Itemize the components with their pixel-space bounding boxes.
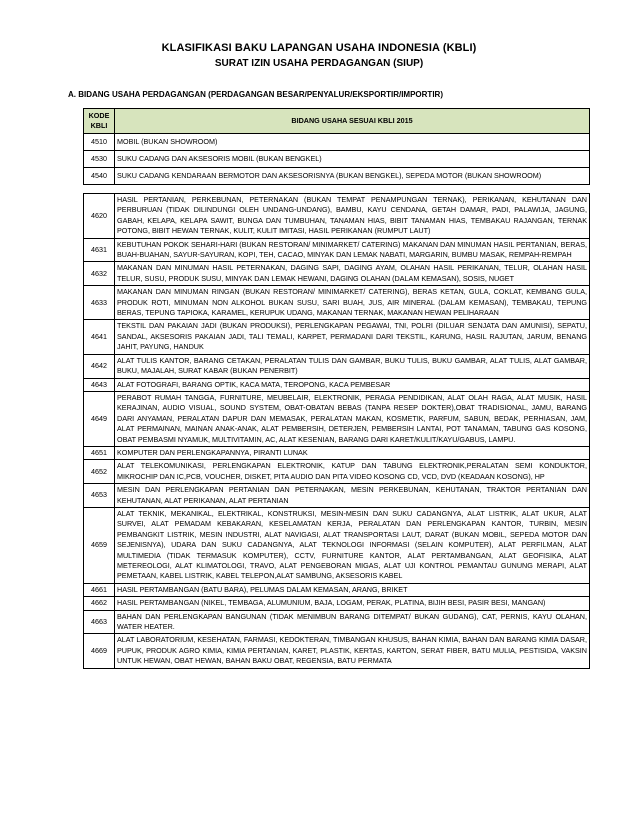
table-row (84, 168, 590, 185)
header-code: KODE KBLI (84, 109, 115, 134)
table-row (84, 583, 590, 596)
kbli-table-main (83, 193, 590, 669)
document-subtitle: SURAT IZIN USAHA PERDAGANGAN (SIUP) (214, 58, 424, 69)
kbli-description: HASIL PERTAMBANGAN (BATU BARA), PELUMAS DALAM KEMASAN, ARANG, BRIKET (115, 583, 590, 596)
table-row (84, 610, 590, 634)
kbli-description: ALAT TELEKOMUNIKASI, PERLENGKAPAN ELEKTRONIK, KATUP DAN TABUNG ELEKTRONIK,PERALATAN SEMI KONDUKTOR, MIKROCHIP DAN IC,PCB, VOUCHER, DISKET, PITA AUDIO DAN PITA VIDEO KOSONG CD, VCD, DVD (KEADAAN KOSONG), HP (115, 460, 590, 484)
kbli-code: 4540 (84, 168, 115, 185)
table-row (84, 286, 590, 320)
kbli-description: ALAT TULIS KANTOR, BARANG CETAKAN, PERALATAN TULIS DAN GAMBAR, BUKU TULIS, BUKU GAMBAR, ALAT TULIS, ALAT GAMBAR, BUKU, MAJALAH, SURAT KABAR (BUKAN PENERBIT) (115, 354, 590, 378)
header-field: BIDANG USAHA SESUAI KBLI 2015 (115, 109, 590, 134)
kbli-description: TEKSTIL DAN PAKAIAN JADI (BUKAN PRODUKSI), PERLENGKAPAN PEGAWAI, TNI, POLRI (DILUAR SENJATA DAN AMUNISI), SEPATU, SANDAL, AKSESORIS PAKAIAN JADI, TALI TEMALI, KARPET, PERMADANI DARI TEKSTIL, KARUNG, HASIL RAJUTAN, JARUM, BENANG JAHIT, PAYUNG, HANDUK (115, 320, 590, 354)
kbli-description: KOMPUTER DAN PERLENGKAPANNYA, PIRANTI LUNAK (115, 446, 590, 459)
kbli-code: 4659 (84, 507, 115, 583)
kbli-code: 4642 (84, 354, 115, 378)
kbli-description: BAHAN DAN PERLENGKAPAN BANGUNAN (TIDAK MENIMBUN BARANG DITEMPAT/ BUKAN GUDANG), CAT, PERNIS, KAYU OLAHAN, WATER HEATER. (115, 610, 590, 634)
kbli-description: ALAT LABORATORIUM, KESEHATAN, FARMASI, KEDOKTERAN, TIMBANGAN KHUSUS, BAHAN KIMIA, BAHAN DAN BARANG KIMIA DASAR, PUPUK, PRODUK AGRO KIMIA, KIMIA PERTANIAN, KARET, PLASTIK, KERTAS, KARTON, SERAT FIBER, BATU MULIA, PESTISIDA, VAKSIN UNTUK HEWAN, OBAT HEWAN, BAHAN BAKU OBAT, REGENSIA, BATU PERMATA (115, 634, 590, 668)
table-row (84, 507, 590, 583)
kbli-code: 4661 (84, 583, 115, 596)
table-header-row (84, 109, 590, 134)
section-heading: A. BIDANG USAHA PERDAGANGAN (PERDAGANGAN BESAR/PENYALUR/EKSPORTIR/IMPORTIR) (68, 90, 443, 99)
kbli-code: 4649 (84, 391, 115, 446)
table-row (84, 634, 590, 668)
kbli-description: MAKANAN DAN MINUMAN RINGAN (BUKAN RESTORAN/ MINIMARKET/ CATERING), BERAS KETAN, GULA, COKLAT, KEMBANG GULA, PRODUK ROTI, MINUMAN NON ALKOHOL BUKAN SUSU, SARI BUAH, JUS, AIR MINERAL (DALAM KEMASAN), TEMBAKAU, TEPUNG BERAS, TEPUNG TAPIOKA, KARAMEL, KERUPUK UDANG, MAKANAN TERNAK, MAKANAN HEWAN PELIHARAAN (115, 286, 590, 320)
kbli-description: ALAT FOTOGRAFI, BARANG OPTIK, KACA MATA, TEROPONG, KACA PEMBESAR (115, 378, 590, 391)
kbli-description: SUKU CADANG DAN AKSESORIS MOBIL (BUKAN BENGKEL) (115, 151, 590, 168)
table-row (84, 597, 590, 610)
kbli-code: 4632 (84, 262, 115, 286)
table-row (84, 354, 590, 378)
kbli-description: HASIL PERTANIAN, PERKEBUNAN, PETERNAKAN (BUKAN TEMPAT PENAMPUNGAN TERNAK), PERIKANAN, KEHUTANAN DAN PERBURUAN (TIDAK DILINDUNGI OLEH UNDANG-UNDANG), BAMBU, KAYU CENDANA, GETAH DAMAR, PADI, PALAWIJA, JAGUNG, GABAH, KELAPA, KELAPA SAWIT, BUNGA DAN TUMBUHAN, TANAMAN HIAS, BIBIT TANAMAN HIAS, TEMBAKAU RAJANGAN, TERNAK POTONG, BIBIT HEWAN TERNAK, KULIT, KULIT IMITASI, HASIL PERIKANAN (RUMPUT LAUT) (115, 194, 590, 239)
kbli-description: ALAT TEKNIK, MEKANIKAL, ELEKTRIKAL, KONSTRUKSI, MESIN-MESIN DAN SUKU CADANGNYA, ALAT LISTRIK, ALAT UKUR, ALAT SURVEI, ALAT PEMADAM KEBAKARAN, KESELAMATAN KERJA, PERALATAN DAN PERLENGKAPAN KANTOR, TURBIN, MESIN PEMBANGKIT LISTRIK, MESIN INDUSTRI, ALAT NAVIGASI, ALAT TRANSPORTASI LAUT, DARAT (BUKAN MOBIL, SEPEDA MOTOR DAN SEJENISNYA), UDARA DAN SUKU CADANGNYA, ALAT TEKNOLOGI INFORMASI (SELAIN KOMPUTER), ALAT PERFILMAN, ALAT MULTIMEDIA (TIDAK TERMASUK KOMPUTER), CCTV, FURNITURE KANTOR, ALAT PERTAMBANGAN, ALAT GEOFISIKA, ALAT METEREOLOGI, ALAT KLIMATOLOGI, TRAVO, ALAT PENGEBORAN MIGAS, ALAT UJI KONTROL PEMANTAU GUNUNG MERAPI, ALAT PEMETAAN, KABEL LISTRIK, KABEL TELEPON,ALAT SAMBUNG, AKSESORIS KABEL (115, 507, 590, 583)
table-row (84, 262, 590, 286)
kbli-code: 4641 (84, 320, 115, 354)
kbli-code: 4663 (84, 610, 115, 634)
table-row (84, 378, 590, 391)
table-row (84, 484, 590, 508)
kbli-code: 4652 (84, 460, 115, 484)
kbli-description: MESIN DAN PERLENGKAPAN PERTANIAN DAN PETERNAKAN, MESIN PERKEBUNAN, KEHUTANAN, TRAKTOR PERTANIAN DAN KEHUTANAN, ALAT PERIKANAN, ALAT PERTANIAN (115, 484, 590, 508)
table-row (84, 460, 590, 484)
kbli-code: 4669 (84, 634, 115, 668)
kbli-description: SUKU CADANG KENDARAAN BERMOTOR DAN AKSESORISNYA (BUKAN BENGKEL), SEPEDA MOTOR (BUKAN SHOWROOM) (115, 168, 590, 185)
kbli-code: 4633 (84, 286, 115, 320)
table-row (84, 391, 590, 446)
kbli-code: 4510 (84, 134, 115, 151)
table-row (84, 194, 590, 239)
table-row (84, 238, 590, 262)
kbli-description: MAKANAN DAN MINUMAN HASIL PETERNAKAN, DAGING SAPI, DAGING AYAM, OLAHAN HASIL PERIKANAN, TELUR, OLAHAN HASIL TELUR, SUSU, PRODUK SUSU, MINYAK DAN LEMAK HEWANI, DAGING OLAHAN (DALAM KEMASAN), SOSIS, NUGET (115, 262, 590, 286)
kbli-code: 4643 (84, 378, 115, 391)
kbli-code: 4651 (84, 446, 115, 459)
kbli-table-top (83, 108, 590, 185)
table-row (84, 446, 590, 459)
kbli-description: MOBIL (BUKAN SHOWROOM) (115, 134, 590, 151)
kbli-code: 4620 (84, 194, 115, 239)
kbli-description: KEBUTUHAN POKOK SEHARI-HARI (BUKAN RESTORAN/ MINIMARKET/ CATERING) MAKANAN DAN MINUMAN HASIL PERTANIAN, BERAS, BUAH-BUAHAN, SAYUR-SAYURAN, KOPI, TEH, CACAO, MINYAK DAN LEMAK NABATI, MARGARIN, BUMBU MASAK, REMPAH-REMPAH (115, 238, 590, 262)
table-row (84, 134, 590, 151)
kbli-description: PERABOT RUMAH TANGGA, FURNITURE, MEUBELAIR, ELEKTRONIK, PERAGA PENDIDIKAN, ALAT OLAH RAGA, ALAT MUSIK, HASIL KERAJINAN, AUDIO VISUAL, SOUND SYSTEM, OBAT-OBATAN BEBAS (TANPA RESEP DOKTER),OBAT TRADISIONAL, JAMU, BARANG DARI ANYAMAN, PERALATAN DAPUR DAN MEMASAK, PERALATAN MAKAN, KOSMETIK, PARFUM, SABUN, BEDAK, PERHIASAN, JAM, ALAT PERMAINAN, MAINAN ANAK-ANAK, ALAT PEMBERSIH, DETERJEN, PEMBERSIH LANTAI, POT TANAMAN, TABUNG GAS KOSONG, OBAT PEMBASMI NYAMUK, MULTIVITAMIN, AC, ALAT KESENIAN, BARANG DARI KARET/KULIT/KAYU/GABUS, LAMPU. (115, 391, 590, 446)
kbli-code: 4530 (84, 151, 115, 168)
table-row (84, 151, 590, 168)
kbli-description: HASIL PERTAMBANGAN (NIKEL, TEMBAGA, ALUMUNIUM, BAJA, LOGAM, PERAK, PLATINA, BIJIH BESI, PASIR BESI, MANGAN) (115, 597, 590, 610)
table-row (84, 320, 590, 354)
kbli-code: 4662 (84, 597, 115, 610)
document-title: KLASIFIKASI BAKU LAPANGAN USAHA INDONESIA (KBLI) (161, 42, 477, 54)
kbli-code: 4653 (84, 484, 115, 508)
kbli-code: 4631 (84, 238, 115, 262)
